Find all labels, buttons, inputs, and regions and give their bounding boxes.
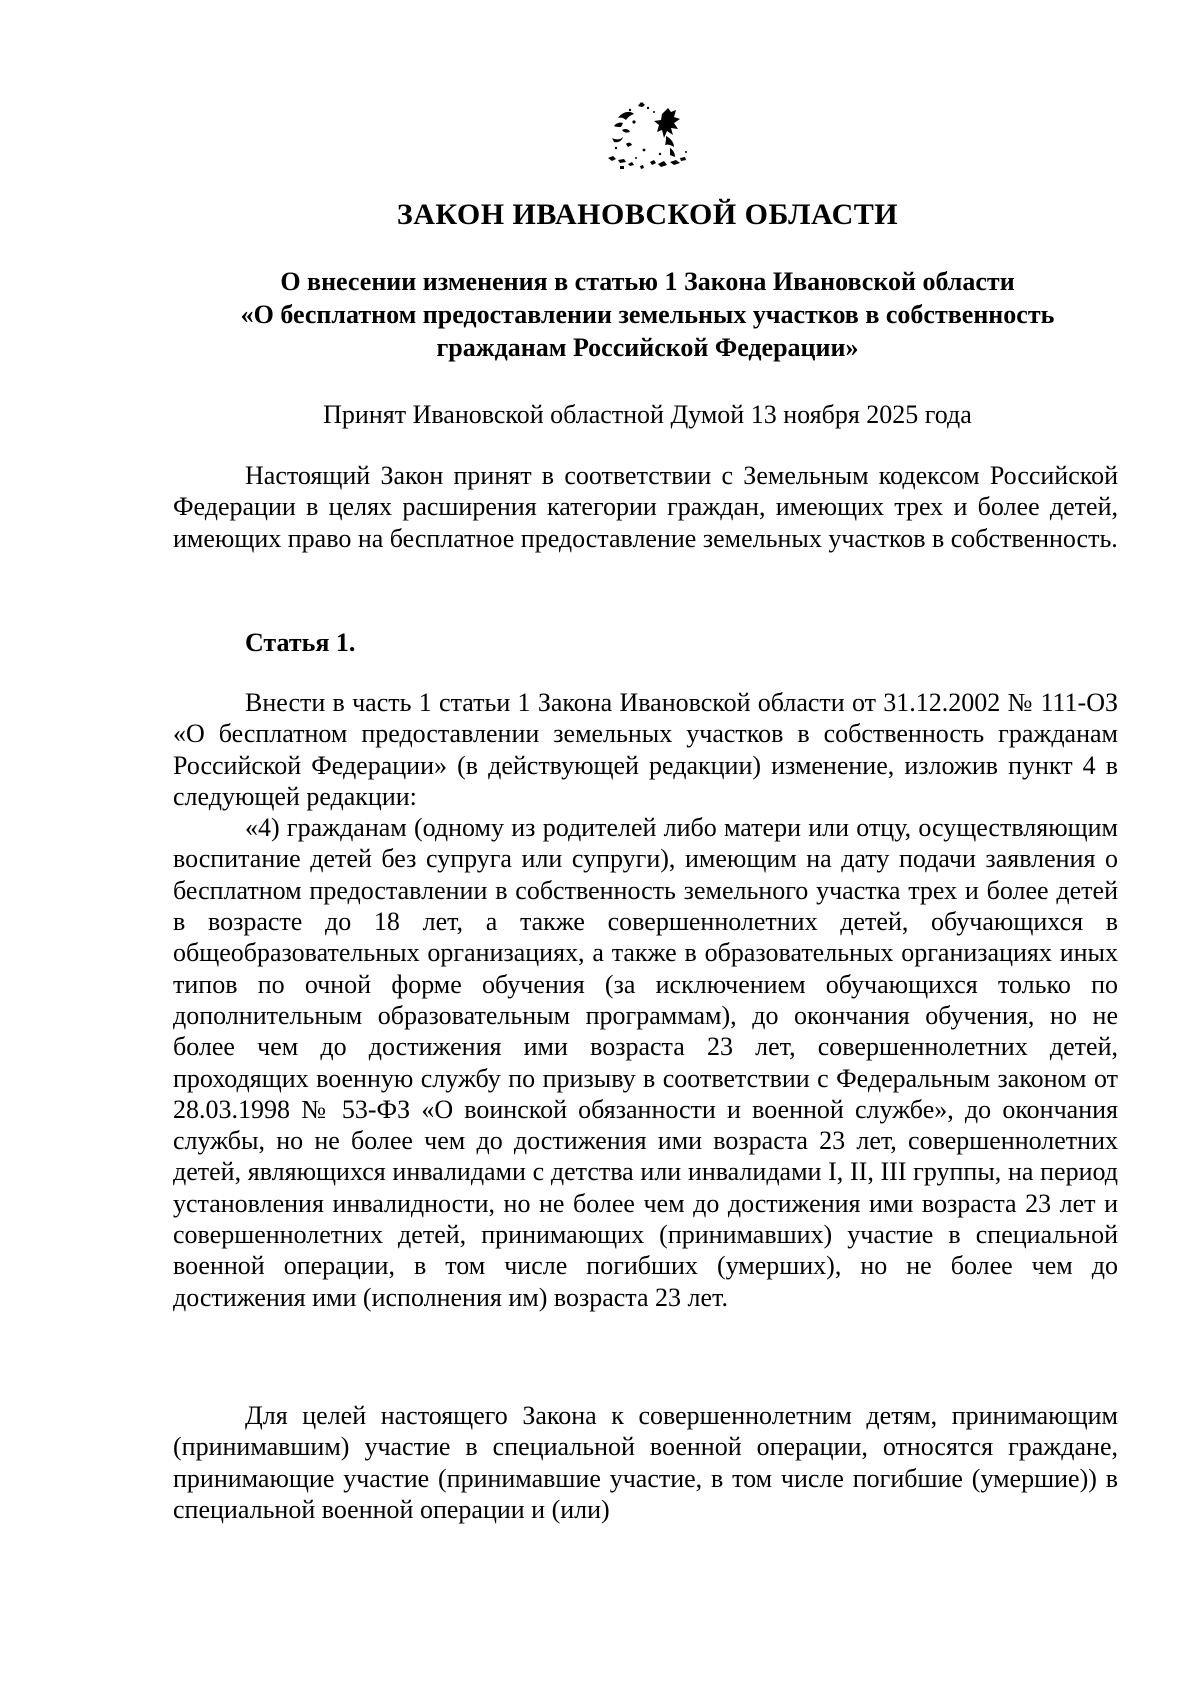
article-heading: Статья 1. (245, 628, 356, 657)
adoption-line: Принят Ивановской областной Думой 13 ноября 2025 года (323, 400, 972, 429)
law-subtitle-line-3: гражданам Российской Федерации» (436, 333, 859, 362)
law-subtitle (160, 265, 1135, 364)
preamble-paragraph: Настоящий Закон принят в соответствии с Земельным кодексом Российской Федерации в целях расширения категории граждан, имеющих трех и более детей, имеющих право на бесплатное предоставление земельных участков в собственность. (173, 461, 1118, 553)
law-title: ЗАКОН ИВАНОВСКОЙ ОБЛАСТИ (396, 198, 899, 231)
coat-of-arms-emblem (600, 100, 700, 184)
law-subtitle-line-1: О внесении изменения в статью 1 Закона Ивановской области (280, 267, 1015, 296)
law-subtitle-line-2: «О бесплатном предоставлении земельных участков в собственность (240, 300, 1055, 329)
article-paragraph-definition: Для целей настоящего Закона к совершеннолетним детям, принимающим (принимавшим) участие в специальной военной операции, относятся граждане, принимающие участие (принимавшие участие, в том числе погибшие (умершие)) в специальной военной операции и (или) (173, 1401, 1118, 1524)
article-paragraph-amendment: Внести в часть 1 статьи 1 Закона Ивановской области от 31.12.2002 № 111-ОЗ «О бесплатном предоставлении земельных участков в собственность гражданам Российской Федерации» (в действующей редакции) изменение, изложив пункт 4 в следующей редакции: (173, 688, 1118, 811)
article-body (173, 687, 1118, 1313)
article-paragraph-item-4: «4) гражданам (одному из родителей либо матери или отцу, осуществляющим воспитание детей без супруга или супруги), имеющим на дату подачи заявления о бесплатном предоставлении в собственность земельного участка трех и более детей в возрасте до 18 лет, а также совершеннолетних детей, обучающихся в общеобразовательных организациях, а также в образовательных организациях иных типов по очной форме обучения (за исключением обучающихся только по дополнительным образовательным программам), до окончания обучения, но не более чем до достижения ими возраста 23 лет, совершеннолетних детей, проходящих военную службу по призыву в соответствии с Федеральным законом от 28.03.1998 № 53-ФЗ «О воинской обязанности и военной службе», до окончания службы, но не более чем до достижения ими возраста 23 лет, совершеннолетних детей, являющихся инвалидами с детства или инвалидами I, II, III группы, на период установления инвалидности, но не более чем до достижения ими возраста 23 лет и совершеннолетних детей, принимающих (принимавших) участие в специальной военной операции, в том числе погибших (умерших), но не более чем до достижения ими (исполнения им) возраста 23 лет. (173, 813, 1118, 1312)
